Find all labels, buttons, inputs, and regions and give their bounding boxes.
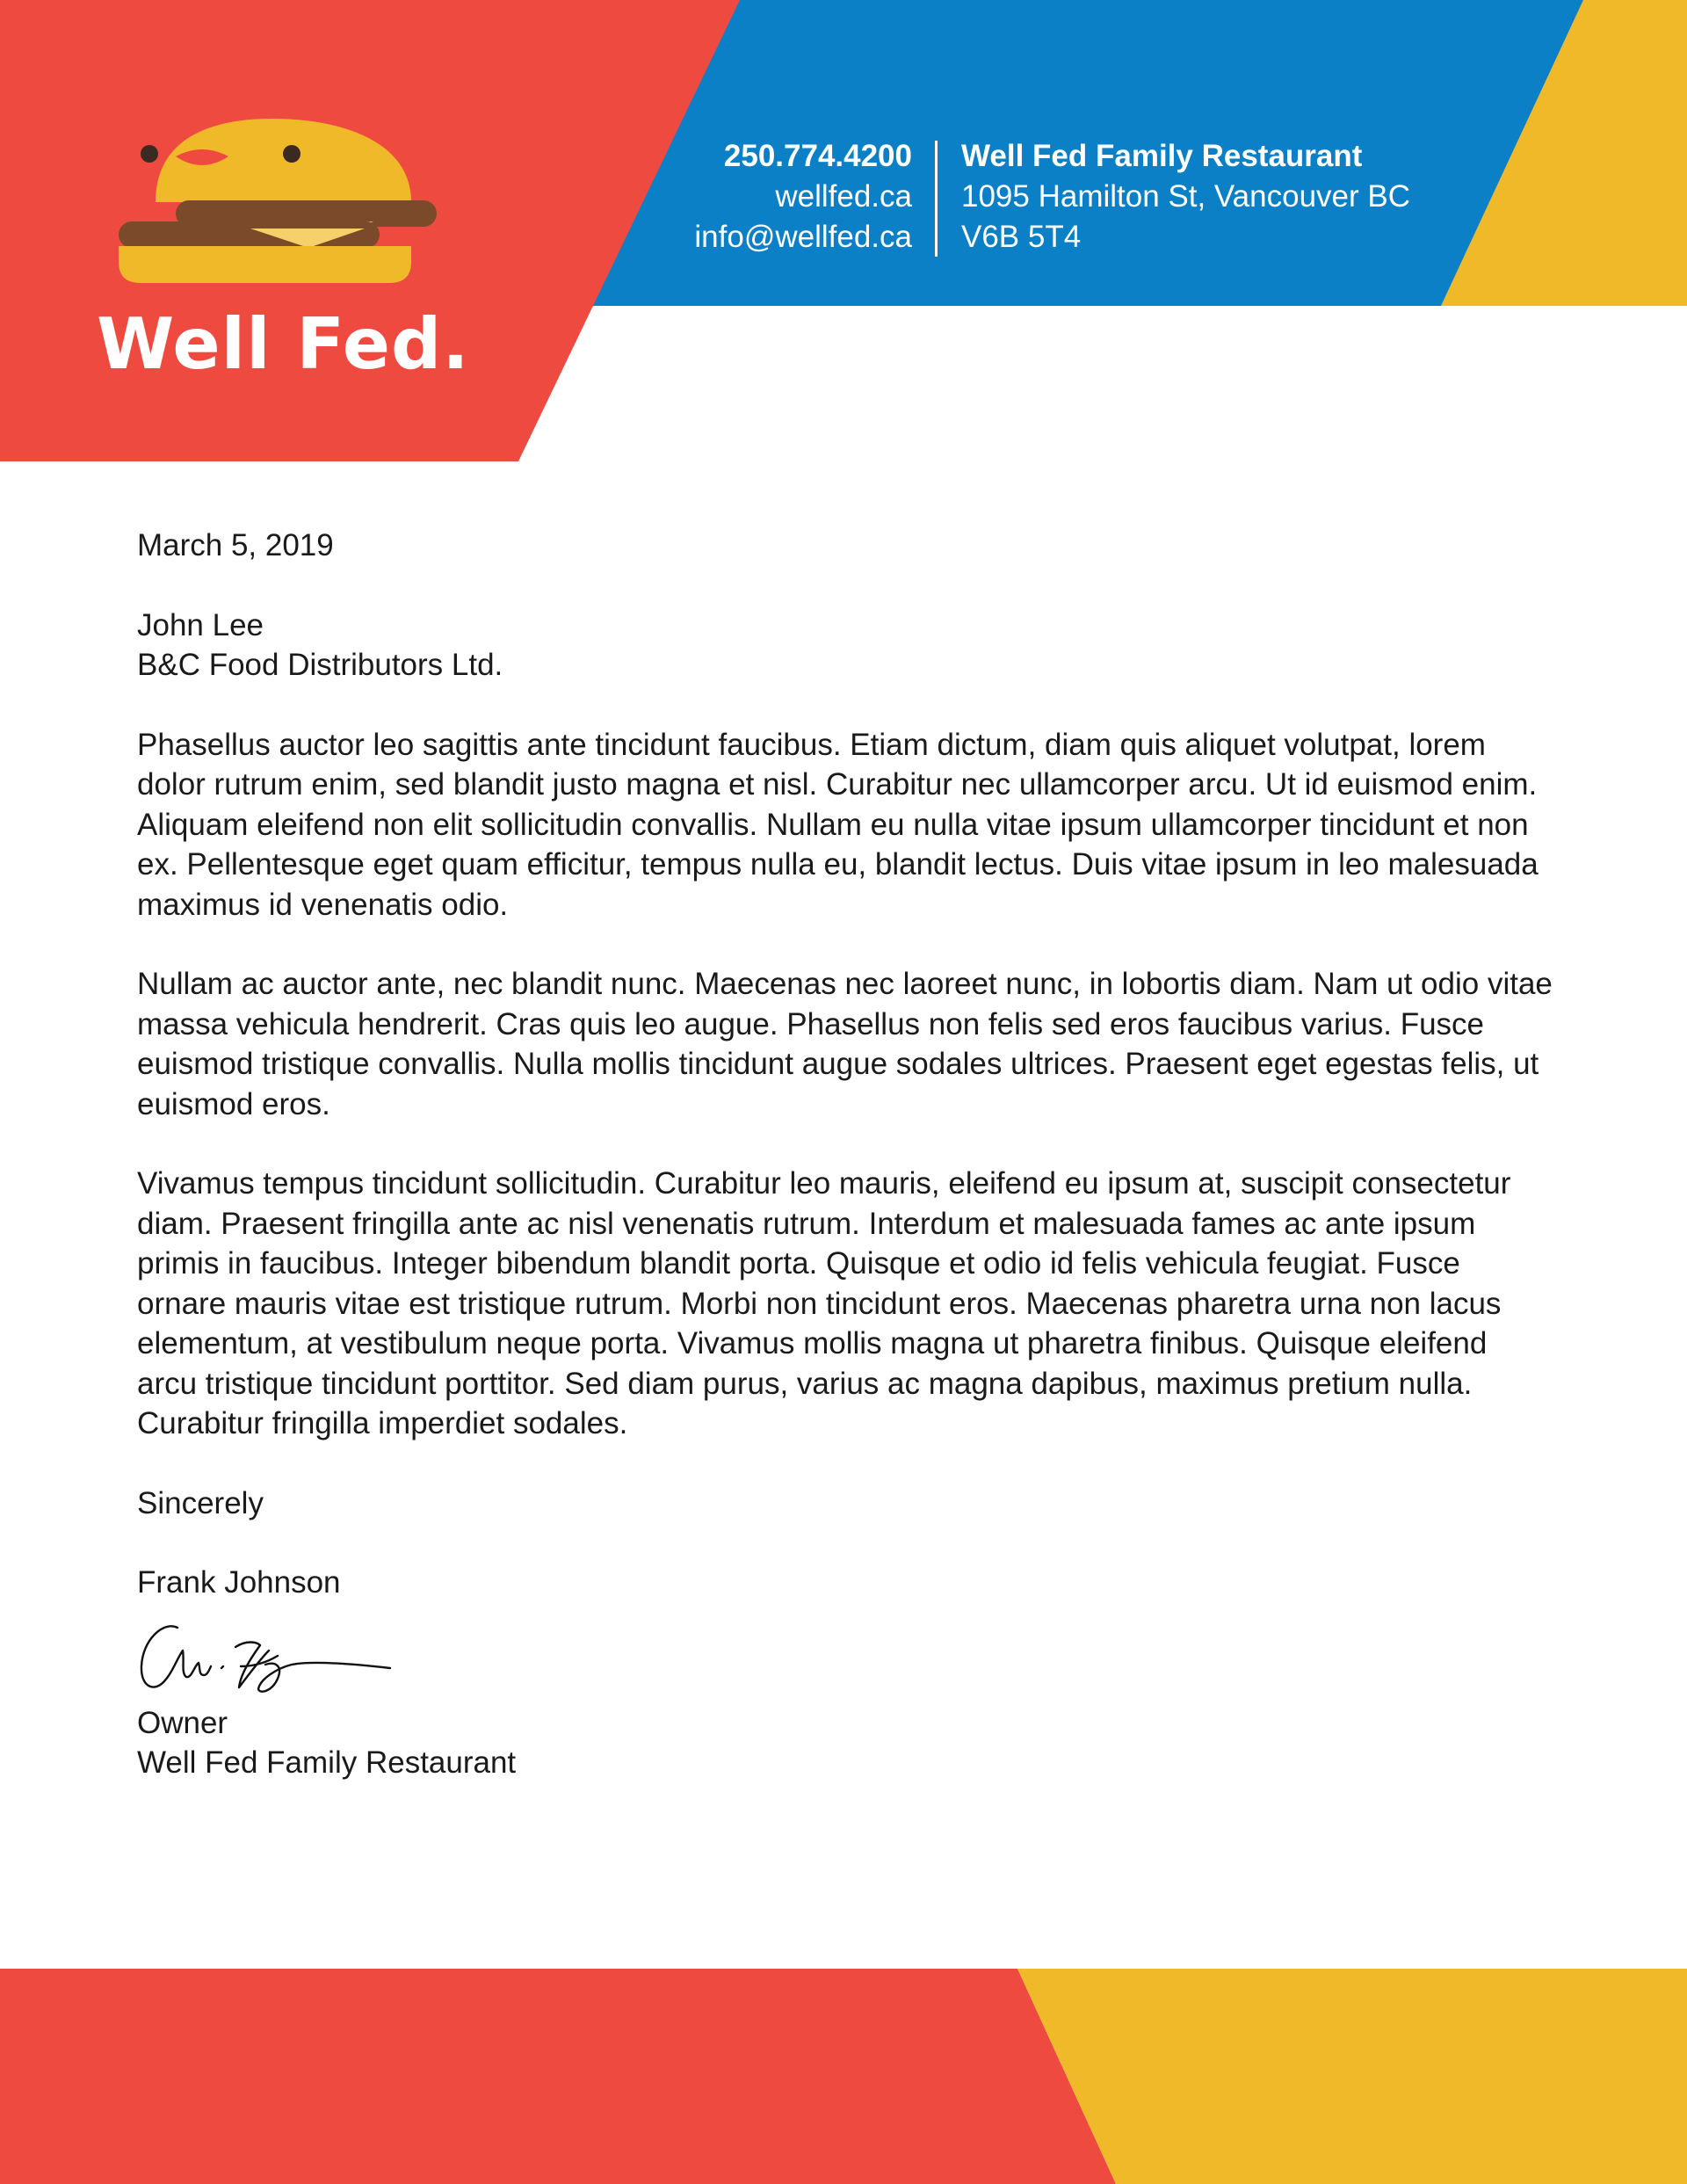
footer-red-shape [0,1969,1116,2184]
letter-closing: Sincerely [137,1485,264,1520]
letter-date: March 5, 2019 [137,528,334,562]
sender-company: Well Fed Family Restaurant [137,1745,517,1780]
address-line-2: V6B 5T4 [961,220,1082,254]
burger-logo-icon [110,114,444,290]
business-name: Well Fed Family Restaurant [961,139,1363,173]
contact-block-left [694,136,912,258]
handwritten-signature [137,1615,401,1703]
letter-paragraph: Nullam ac auctor ante, nec blandit nunc. Maecenas nec laoreet nunc, in lobortis diam. Nam ut odio vitae massa vehicula hendrerit. Cras quis leo augue. Phasellus non felis sed eros faucibus varius. Fusce euismod tristique convallis. Nulla mollis tincidunt augue sodales ultrices. Praesent eget egestas felis, ut euismod eros. [137,967,1553,1121]
website-link[interactable]: wellfed.ca [775,179,912,214]
recipient-company: B&C Food Distributors Ltd. [137,648,503,682]
phone-number: 250.774.4200 [723,139,912,173]
footer-yellow-shape [1017,1969,1687,2184]
logo-wordmark: Well Fed. [97,303,470,385]
contact-block-right [961,136,1410,258]
footer-color-band [0,1969,1687,2184]
contact-divider [935,141,938,257]
address-line-1: 1095 Hamilton St, Vancouver BC [961,179,1411,214]
letter-paragraph: Vivamus tempus tincidunt sollicitudin. Curabitur leo mauris, eleifend eu ipsum at, suscipit consectetur diam. Praesent fringilla ante ac nisl venenatis rutrum. Interdum et malesuada fames ac ante ipsum primis in faucibus. Integer bibendum blandit porta. Quisque et odio id felis vehicula feugiat. Fusce ornare mauris vitae est tristique rutrum. Morbi non tincidunt eros. Maecenas pharetra urna non lacus elementum, at vestibulum neque porta. Vivamus mollis magna ut pharetra finibus. Quisque eleifend arcu tristique tincidunt porttitor. Sed diam purus, varius ac magna dapibus, maximus pretium nulla. Curabitur fringilla imperdiet sodales. [137,1166,1511,1440]
letter-paragraph: Phasellus auctor leo sagittis ante tincidunt faucibus. Etiam dictum, diam quis aliquet volutpat, lorem dolor rutrum enim, sed blandit justo magna et nisl. Curabitur nec ullamcorper arcu. Ut id euismod enim. Aliquam eleifend non elit sollicitudin convallis. Nullam eu nulla vitae ipsum ullamcorper tincidunt et non ex. Pellentesque eget quam efficitur, tempus nulla eu, blandit lectus. Duis vitae ipsum in leo malesuada maximus id venenatis odio. [137,727,1539,922]
sender-title: Owner [137,1705,228,1740]
email-link[interactable]: info@wellfed.ca [694,220,912,254]
letter-body [137,526,1553,1783]
recipient-name: John Lee [137,607,264,642]
sender-name: Frank Johnson [137,1565,341,1600]
